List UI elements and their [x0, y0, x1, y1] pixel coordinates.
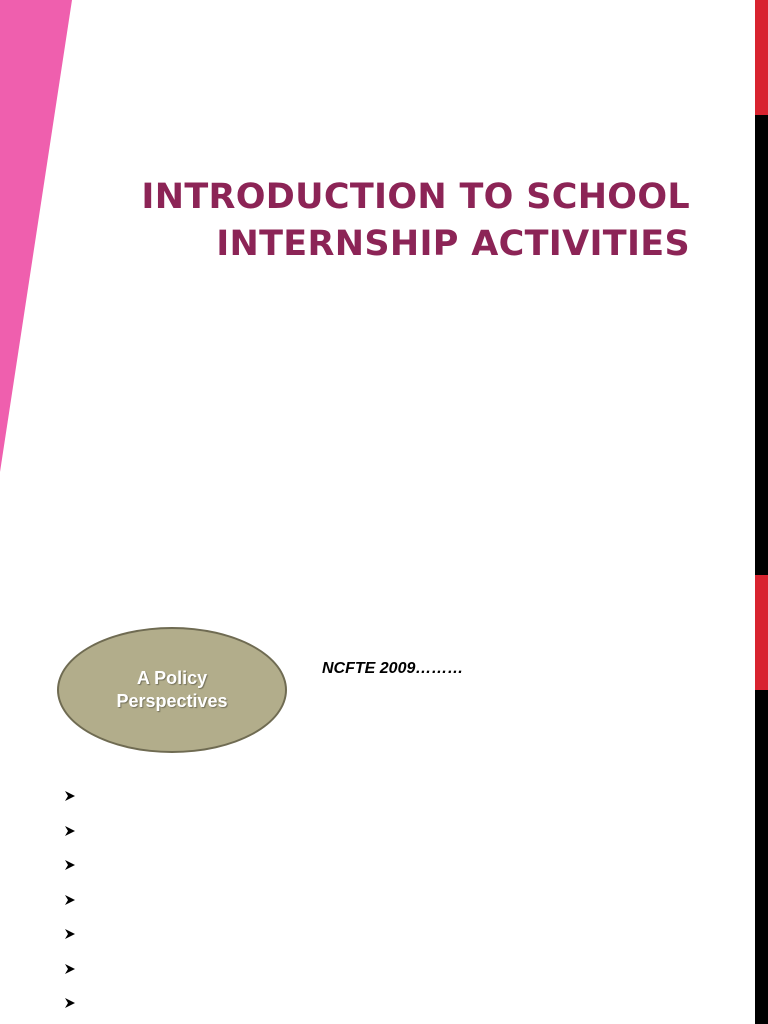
bullet-list — [64, 779, 76, 1021]
bullet-item — [64, 779, 76, 814]
bullet-item — [64, 848, 76, 883]
policy-perspectives-ellipse — [57, 627, 287, 753]
side-bar-black — [755, 690, 768, 1024]
slide-title-line-2: INTERNSHIP ACTIVITIES — [216, 224, 690, 264]
arrowhead-bullet-icon — [64, 859, 76, 871]
side-bar-red — [755, 575, 768, 690]
side-bar-black — [755, 115, 768, 575]
bullet-item — [64, 917, 76, 952]
arrowhead-bullet-icon — [64, 790, 76, 802]
ellipse-line-1: A Policy — [136, 668, 208, 688]
bullet-item — [64, 814, 76, 849]
bullet-item — [64, 952, 76, 987]
arrowhead-bullet-icon — [64, 928, 76, 940]
slide-title-line-1: INTRODUCTION TO SCHOOL — [141, 177, 690, 217]
arrowhead-bullet-icon — [64, 894, 76, 906]
bullet-item — [64, 986, 76, 1021]
slide-2 — [0, 575, 768, 1024]
slide-title — [60, 174, 690, 268]
bullet-item — [64, 883, 76, 918]
arrowhead-bullet-icon — [64, 963, 76, 975]
ncfte-heading: NCFTE 2009……… — [322, 660, 464, 677]
arrowhead-bullet-icon — [64, 997, 76, 1009]
arrowhead-bullet-icon — [64, 825, 76, 837]
side-bar-red — [755, 0, 768, 115]
ellipse-line-2: Perspectives — [116, 691, 228, 711]
